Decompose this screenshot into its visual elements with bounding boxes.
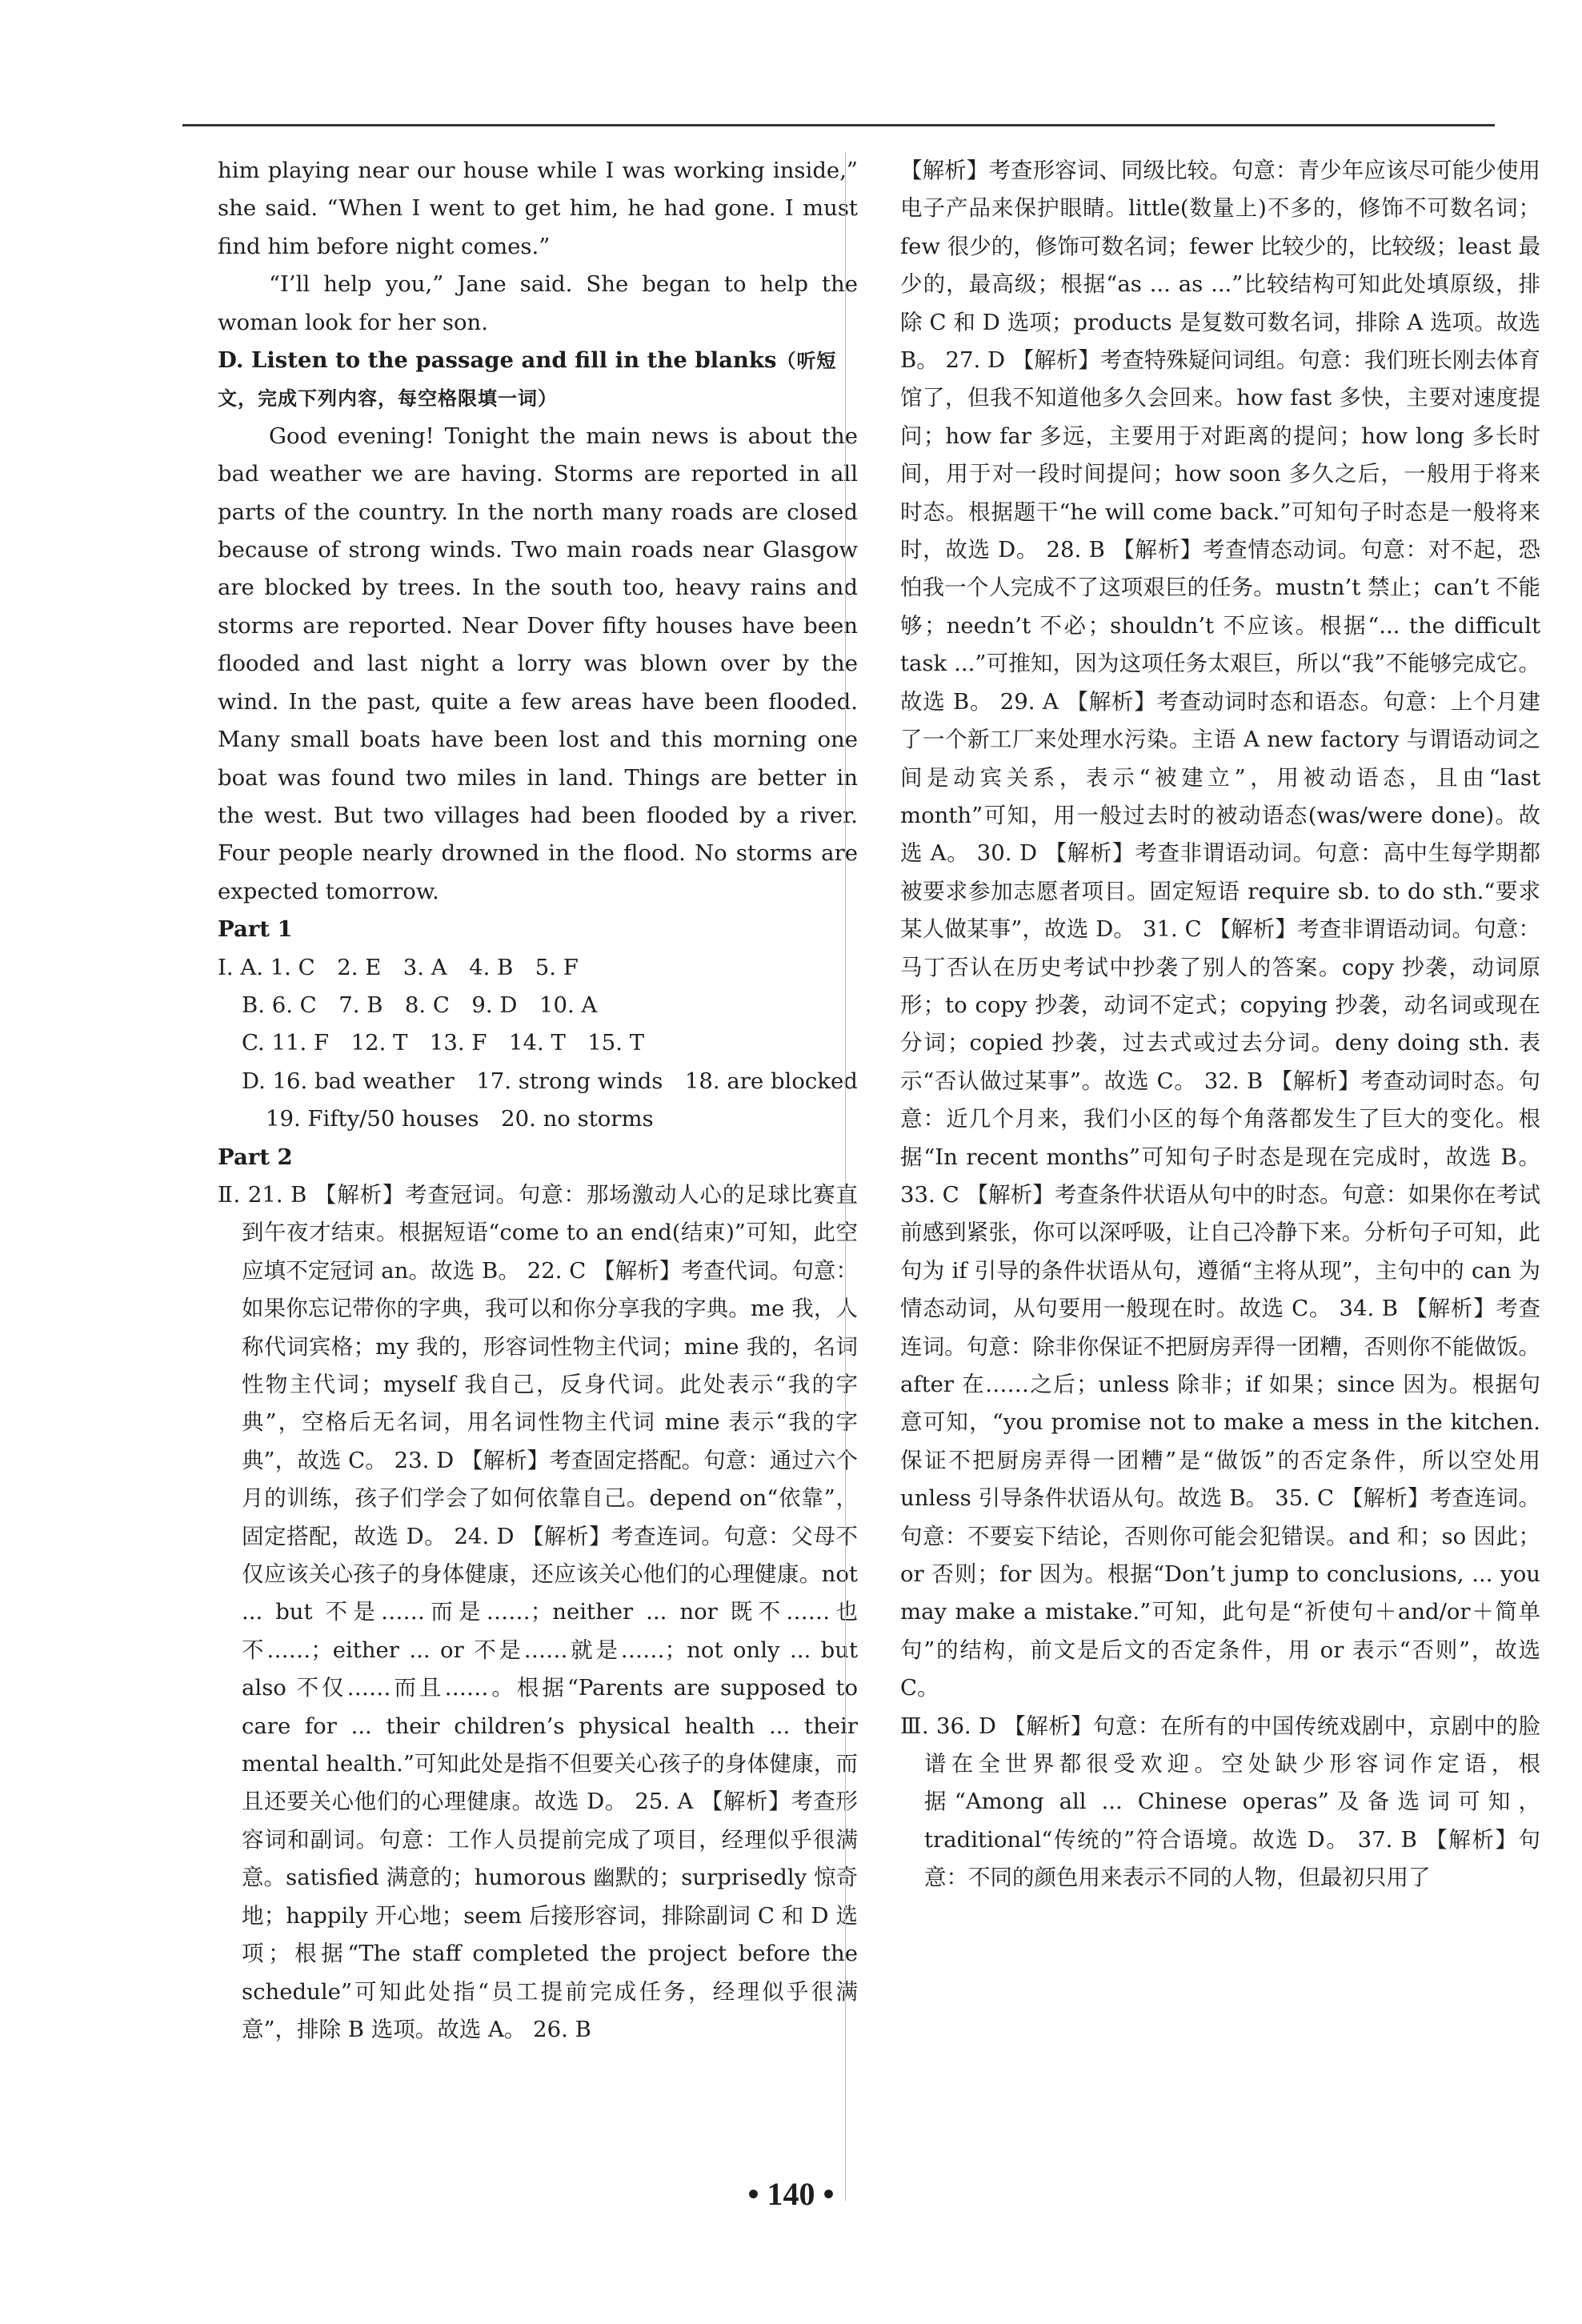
answer-row: C. 11. F 12. T 13. F 14. T 15. T <box>242 1030 645 1056</box>
section-iii-explanations: Ⅲ. 36. D 【解析】句意：在所有的中国传统戏剧中，京剧中的脸谱在全世界都很受欢迎。空处缺少形容词作定语，根据“Among all ... Chinese operas”及备选词可知，traditional“传统的”符合语境。故选 D。 37. B 【解析】句意：不同的颜色用来表示不同的人物，但最初只用了 <box>900 1713 1540 1891</box>
listening-passage: Good evening! Tonight the main news is about the bad weather we are having. Storms are reported in all parts of the country. In the north many roads are closed because of strong winds. Two main roads near Glasgow are blocked by trees. In the south too, heavy rains and storms are reported. Near Dover fifty houses have been flooded and last night a lorry was blown over by the wind. In the past, quite a few areas have been flooded. Many small boats have been lost and this morning one boat was found two miles in land. Things are better in the west. But two villages had been flooded by a river. Four people nearly drowned in the flood. No storms are expected tomorrow. <box>218 423 858 904</box>
answer-row: D. 16. bad weather 17. strong winds 18. are blocked <box>242 1068 858 1094</box>
story-paragraph: “I’ll help you,” Jane said. She began to help the woman look for her son. <box>218 271 858 335</box>
story-paragraph: him playing near our house while I was working inside,” she said. “When I went to get him, he had gone. I must find him before night comes.” <box>218 158 858 259</box>
part2-explanations: Ⅱ. 21. B 【解析】考查冠词。句意：那场激动人心的足球比赛直到午夜才结束。根据短语“come to an end(结束)”可知，此空应填不定冠词 an。故选 B。 22. C 【解析】考查代词。句意：如果你忘记带你的字典，我可以和你分享我的字典。me 我，人称代词宾格；my 我的，形容词性物主代词；mine 我的，名词性物主代词；myself 我自己，反身代词。此处表示“我的字典”，空格后无名词，用名词性物主代词 mine 表示“我的字典”，故选 C。 23. D 【解析】考查固定搭配。句意：通过六个月的训练，孩子们学会了如何依靠自己。depend on“依靠”，固定搭配，故选 D。 24. D 【解析】考查连词。句意：父母不仅应该关心孩子的身体健康，还应该关心他们的心理健康。not ... but 不是……而是……；neither ... nor 既不……也不……；either ... or 不是……就是……；not only ... but also 不仅……而且……。根据“Parents are supposed to care for ... their children’s physical health ... their mental health.”可知此处是指不但要关心孩子的身体健康，而且还要关心他们的心理健康。故选 D。 25. A 【解析】考查形容词和副词。句意：工作人员提前完成了项目，经理似乎很满意。satisfied 满意的；humorous 幽默的；surprisedly 惊奇地；happily 开心地；seem 后接形容词，排除副词 C 和 D 选项；根据“The staff completed the project before the schedule”可知此处指“员工提前完成任务，经理似乎很满意”，排除 B 选项。故选 A。 26. B <box>218 1181 858 2042</box>
part1-label: Part 1 <box>218 916 293 943</box>
right-column <box>900 152 1540 2201</box>
answer-row: 19. Fifty/50 houses 20. no storms <box>266 1106 654 1132</box>
page-number: • 140 • <box>747 2176 835 2212</box>
section-d-note: （听短文，完成下列内容，每空格限填一词） <box>218 349 837 411</box>
left-column <box>218 152 858 2201</box>
answer-row: Ⅰ. A. 1. C 2. E 3. A 4. B 5. F <box>218 954 579 980</box>
answer-row: B. 6. C 7. B 8. C 9. D 10. A <box>242 992 598 1018</box>
explanations-continued: 【解析】考查形容词、同级比较。句意：青少年应该尽可能少使用电子产品来保护眼睛。little(数量上)不多的，修饰不可数名词；few 很少的，修饰可数名词；fewer 比较少的，比较级；least 最少的，最高级；根据“as ... as ...”比较结构可知此处填原级，排除 C 和 D 选项；products 是复数可数名词，排除 A 选项。故选 B。 27. D 【解析】考查特殊疑问词组。句意：我们班长刚去体育馆了，但我不知道他多久会回来。how fast 多快，主要对速度提问；how far 多远，主要用于对距离的提问；how long 多长时间，用于对一段时间提问；how soon 多久之后，一般用于将来时态。根据题干“he will come back.”可知句子时态是一般将来时，故选 D。 28. B 【解析】考查情态动词。句意：对不起，恐怕我一个人完成不了这项艰巨的任务。mustn’t 禁止；can’t 不能够；needn’t 不必；shouldn’t 不应该。根据“... the difficult task ...”可推知，因为这项任务太艰巨，所以“我”不能够完成它。故选 B。 29. A 【解析】考查动词时态和语态。句意：上个月建了一个新工厂来处理水污染。主语 A new factory 与谓语动词之间是动宾关系，表示“被建立”，用被动语态，且由“last month”可知，用一般过去时的被动语态(was/were done)。故选 A。 30. D 【解析】考查非谓语动词。句意：高中生每学期都被要求参加志愿者项目。固定短语 require sb. to do sth.“要求某人做某事”，故选 D。 31. C 【解析】考查非谓语动词。句意：马丁否认在历史考试中抄袭了别人的答案。copy 抄袭，动词原形；to copy 抄袭，动词不定式；copying 抄袭，动名词或现在分词；copied 抄袭，过去式或过去分词。deny doing sth. 表示“否认做过某事”。故选 C。 32. B 【解析】考查动词时态。句意：近几个月来，我们小区的每个角落都发生了巨大的变化。根据“In recent months”可知句子时态是现在完成时，故选 B。 33. C 【解析】考查条件状语从句中的时态。句意：如果你在考试前感到紧张，你可以深呼吸，让自己冷静下来。分析句子可知，此句为 if 引导的条件状语从句，遵循“主将从现”，主句中的 can 为情态动词，从句要用一般现在时。故选 C。 34. B 【解析】考查连词。句意：除非你保证不把厨房弄得一团糟，否则你不能做饭。after 在……之后；unless 除非；if 如果；since 因为。根据句意可知，“you promise not to make a mess in the kitchen. 保证不把厨房弄得一团糟”是“做饭”的否定条件，所以空处用 unless 引导条件状语从句。故选 B。 35. C 【解析】考查连词。句意：不要妄下结论，否则你可能会犯错误。and 和；so 因此；or 否则；for 因为。根据“Don’t jump to conclusions, ... you may make a mistake.”可知，此句是“祈使句＋and/or＋简单句”的结构，前文是后文的否定条件，用 or 表示“否则”，故选 C。 <box>900 158 1540 1701</box>
top-rule <box>182 124 1495 126</box>
section-d-heading: D. Listen to the passage and fill in the blanks（听短文，完成下列内容，每空格限填一词） <box>218 347 837 411</box>
column-divider <box>845 152 846 2201</box>
part2-label: Part 2 <box>218 1144 293 1170</box>
